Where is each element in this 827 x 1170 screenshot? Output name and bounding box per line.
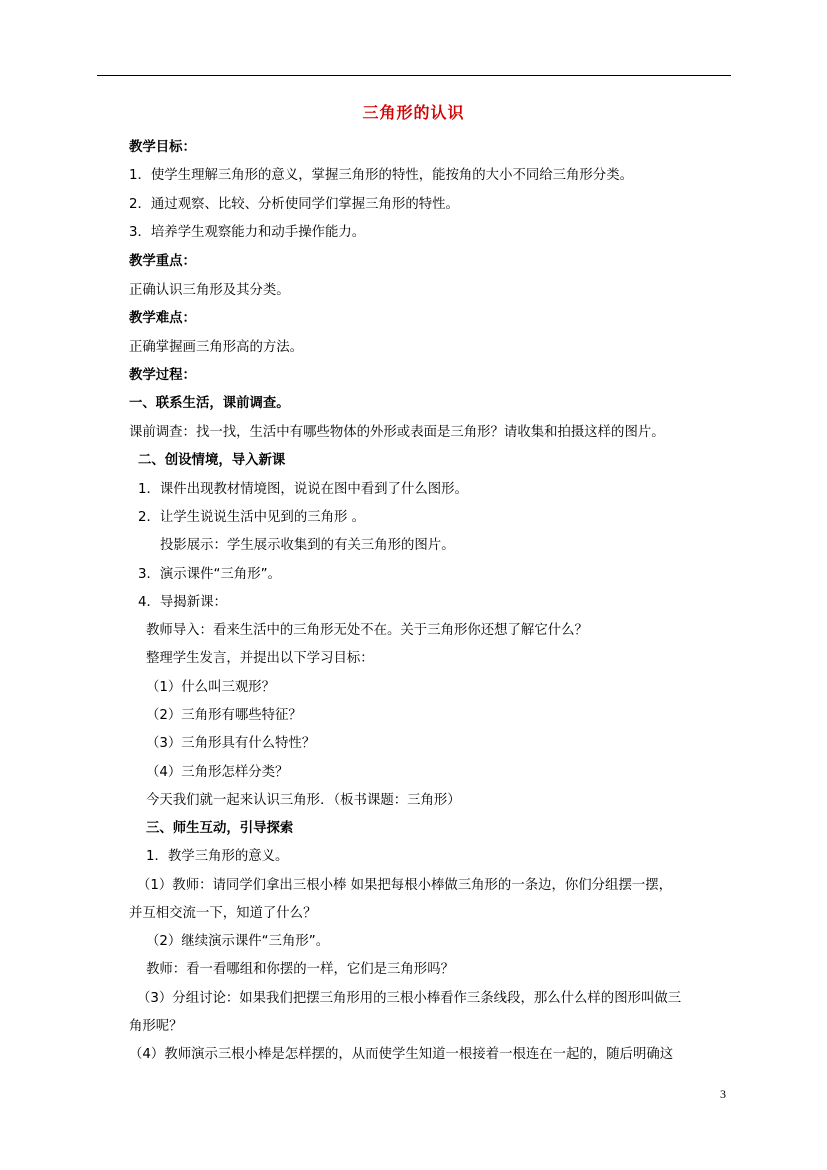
goal-2: （2）三角形有哪些特征？	[146, 708, 302, 723]
today-text: 今天我们就一起来认识三角形．（板书课题：三角形）	[146, 793, 461, 808]
heading-key-points: 教学重点：	[129, 254, 196, 269]
section-2-heading: 二、创设情境，导入新课	[138, 453, 286, 468]
step-1: 1．课件出现教材情境图，说说在图中看到了什么图形。	[138, 482, 468, 497]
difficulty-text: 正确掌握画三角形高的方法。	[129, 340, 304, 355]
heading-difficulties: 教学难点：	[129, 311, 196, 326]
objective-2: 2．通过观察、比较、分析使同学们掌握三角形的特性。	[129, 197, 459, 212]
page-title: 三角形的认识	[362, 103, 465, 122]
teach-meaning: 1．教学三角形的意义。	[146, 849, 289, 864]
survey-text: 课前调查：找一找，生活中有哪些物体的外形或表面是三角形？请收集和拍摄这样的图片。	[129, 425, 665, 440]
activity-3-cont: 角形呢？	[129, 1019, 183, 1034]
objective-1: 1．使学生理解三角形的意义，掌握三角形的特性，能按角的大小不同给三角形分类。	[129, 168, 633, 183]
teacher-question: 教师：看一看哪组和你摆的一样，它们是三角形吗？	[146, 962, 454, 977]
step-4: 4．导揭新课：	[138, 595, 227, 610]
organize-text: 整理学生发言，并提出以下学习目标：	[146, 651, 374, 666]
activity-4: （4）教师演示三根小棒是怎样摆的，从而使学生知道一根接着一根连在一起的，随后明确这	[129, 1047, 674, 1062]
page-number: 3	[720, 1087, 726, 1101]
objective-3: 3．培养学生观察能力和动手操作能力。	[129, 225, 366, 240]
activity-1-cont: 并互相交流一下，知道了什么？	[129, 906, 317, 921]
step-2: 2．让学生说说生活中见到的三角形 。	[138, 510, 366, 525]
activity-1: （1）教师：请同学们拿出三根小棒 如果把每根小棒做三角形的一条边，你们分组摆一摆，	[137, 878, 673, 893]
teacher-intro: 教师导入：看来生活中的三角形无处不在。关于三角形你还想了解它什么？	[146, 623, 588, 638]
key-point-text: 正确认识三角形及其分类。	[129, 283, 290, 298]
goal-4: （4）三角形怎样分类？	[146, 765, 289, 780]
activity-3: （3）分组讨论：如果我们把摆三角形用的三根小棒看作三条线段，那么什么样的图形叫做三	[137, 991, 682, 1006]
goal-3: （3）三角形具有什么特性？	[146, 736, 316, 751]
heading-process: 教学过程：	[129, 368, 196, 383]
goal-1: （1）什么叫三观形？	[146, 680, 276, 695]
section-1-heading: 一、联系生活，课前调查。	[129, 396, 290, 411]
step-3: 3．演示课件“三角形”。	[138, 567, 281, 582]
section-3-heading: 三、师生互动，引导探索	[146, 821, 294, 836]
projection-text: 投影展示：学生展示收集到的有关三角形的图片。	[160, 538, 455, 553]
heading-objectives: 教学目标：	[129, 140, 196, 155]
header-rule	[97, 75, 731, 76]
activity-2: （2）继续演示课件“三角形”。	[146, 934, 330, 949]
